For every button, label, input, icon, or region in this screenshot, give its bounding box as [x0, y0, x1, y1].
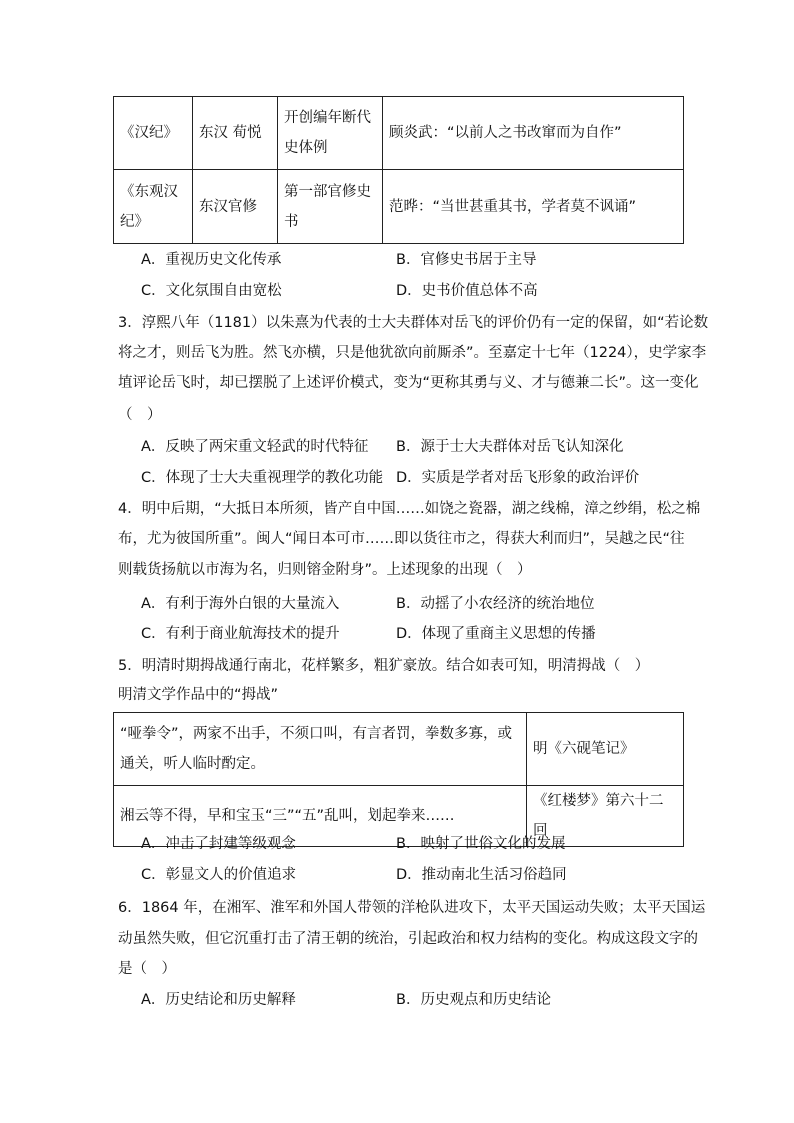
q4-stem-line: 4．明中后期，“大抵日本所须，皆产自中国……如饶之瓷器，湖之线棉，漳之纱绢，松之棉	[118, 501, 701, 517]
q3-stem-line: 将之才，则岳飞为胜。然飞亦横，只是他犹欲向前厮杀”。至嘉定十七年（1224），史学家李	[118, 345, 707, 361]
q2-option-a[interactable]: A．重视历史文化传承	[141, 252, 282, 268]
q6-stem-line: 6．1864 年，在湘军、淮军和外国人带领的洋枪队进攻下，太平天国运动失败；太平天国运	[118, 900, 706, 916]
q2-option-b[interactable]: B．官修史书居于主导	[396, 252, 537, 268]
q6-stem-line: 是（ ）	[118, 961, 176, 977]
q3-option-a[interactable]: A．反映了两宋重文轻武的时代特征	[141, 439, 369, 455]
table-row	[114, 713, 684, 786]
comment-cell: 范晔：“当世甚重其书，学者莫不讽诵”	[383, 170, 684, 244]
q5-option-d[interactable]: D．推动南北生活习俗趋同	[396, 867, 567, 883]
q3-stem-line: （ ）	[118, 407, 162, 423]
book-cell: 《东观汉纪》	[114, 170, 193, 244]
q6-option-b[interactable]: B．历史观点和历史结论	[396, 992, 551, 1008]
quote-cell: 湘云等不得，早和宝玉“三”“五”乱叫，划起拳来……	[114, 786, 527, 847]
q2-option-d[interactable]: D．史书价值总体不高	[396, 283, 538, 299]
author-cell: 东汉 荀悦	[193, 97, 278, 170]
q6-option-a[interactable]: A．历史结论和历史解释	[141, 992, 296, 1008]
comment-cell: 顾炎武：“以前人之书改窜而为自作”	[383, 97, 684, 170]
feature-cell: 开创编年断代史体例	[278, 97, 383, 170]
q4-option-d[interactable]: D．体现了重商主义思想的传播	[396, 626, 596, 642]
source-cell: 《红楼梦》第六十二回	[527, 786, 684, 847]
q5-option-a[interactable]: A．冲击了封建等级观念	[141, 836, 296, 852]
q4-option-b[interactable]: B．动摇了小农经济的统治地位	[396, 596, 595, 612]
book-cell: 《汉纪》	[114, 97, 193, 170]
source-cell: 明《六砚笔记》	[527, 713, 684, 786]
author-cell: 东汉官修	[193, 170, 278, 244]
q3-option-b[interactable]: B．源于士大夫群体对岳飞认知深化	[396, 439, 624, 455]
q5-option-b[interactable]: B．映射了世俗文化的发展	[396, 836, 566, 852]
q5-option-c[interactable]: C．彰显文人的价值追求	[141, 867, 297, 883]
table-row	[114, 97, 684, 170]
historical-works-table	[113, 96, 684, 244]
drinking-game-table	[113, 712, 684, 847]
q3-stem-line: 3．淳熙八年（1181）以朱熹为代表的士大夫群体对岳飞的评价仍有一定的保留，如“若论数	[118, 315, 709, 331]
q4-option-c[interactable]: C．有利于商业航海技术的提升	[141, 626, 340, 642]
quote-cell: “哑拳令”，两家不出手，不须口叫，有言者罚，拳数多寡，或通关，听人临时酌定。	[114, 713, 527, 786]
q5-stem: 5．明清时期拇战通行南北，花样繁多，粗犷豪放。结合如表可知，明清拇战（ ）	[118, 658, 650, 674]
q2-option-c[interactable]: C．文化氛围自由宽松	[141, 283, 282, 299]
q4-stem-line: 则载货扬航以市海为名，归则镕金附身”。上述现象的出现（ ）	[118, 562, 532, 578]
q3-stem-line: 埴评论岳飞时，却已摆脱了上述评价模式，变为“更称其勇与义、才与德兼二长”。这一变化	[118, 375, 699, 391]
q5-table-caption: 明清文学作品中的“拇战”	[118, 687, 279, 703]
q3-option-c[interactable]: C．体现了士大夫重视理学的教化功能	[141, 470, 384, 486]
table-row	[114, 170, 684, 244]
q4-option-a[interactable]: A．有利于海外白银的大量流入	[141, 596, 340, 612]
feature-cell: 第一部官修史书	[278, 170, 383, 244]
q3-option-d[interactable]: D．实质是学者对岳飞形象的政治评价	[396, 470, 640, 486]
q6-stem-line: 动虽然失败，但它沉重打击了清王朝的统治，引起政治和权力结构的变化。构成这段文字的	[118, 931, 698, 947]
q4-stem-line: 布，尤为彼国所重”。闽人“闻日本可市……即以货往市之，得获大利而归”，吴越之民“往	[118, 531, 685, 547]
